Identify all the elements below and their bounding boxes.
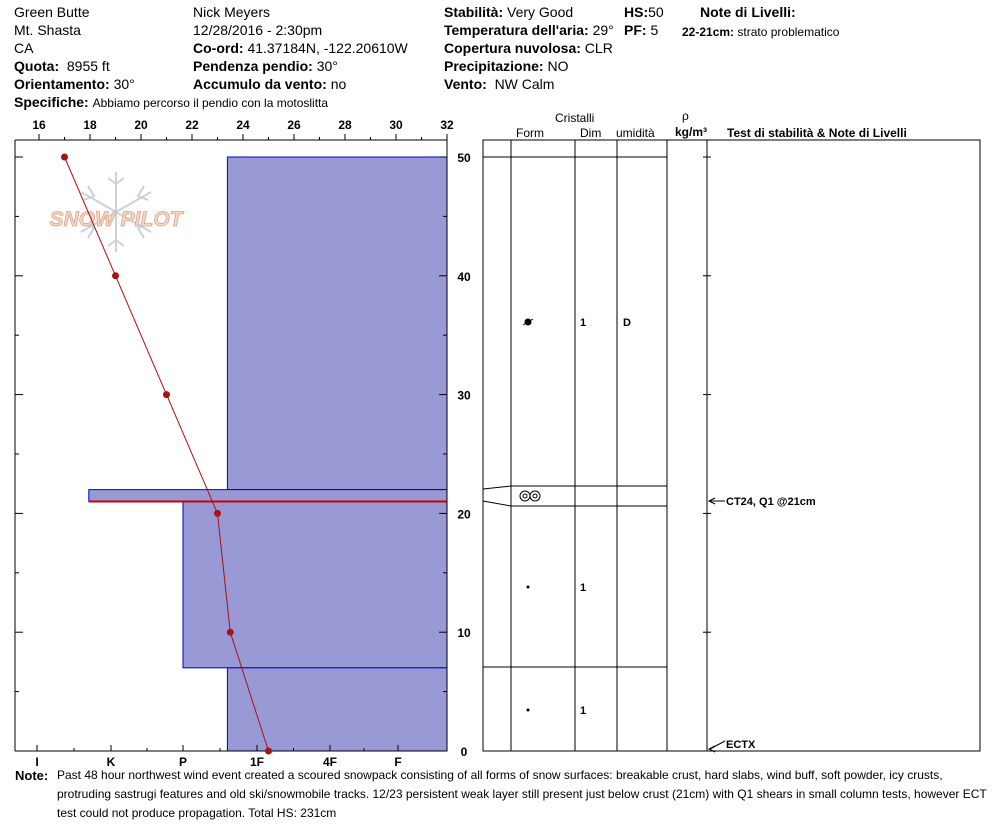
dot-icon [527,709,530,712]
hardness-layers [89,157,447,751]
tests-header: Test di stabilità & Note di Livelli [727,126,907,140]
stability: Stabilità: Very Good [444,4,574,20]
hardness-tick-label: 1F [249,755,265,769]
wind: Vento: NW Calm [444,76,555,92]
temperature-point [214,510,221,517]
layer-size: 1 [579,582,587,594]
height-tick-label: 10 [457,626,471,641]
hardness-layer-3 [227,668,447,751]
state: CA [14,40,34,56]
wind-loading: Accumulo da vento: no [193,76,347,92]
hardness-layer-1 [89,490,447,502]
temp-tick-label: 22 [185,118,199,132]
melt-form-icon [520,491,530,501]
height-tick-label: 30 [457,388,471,403]
stability-test-label: CT24, Q1 @21cm [726,496,816,508]
coords: Co-ord: 41.37184N, -122.20610W [193,40,408,56]
notes-text: Past 48 hour northwest wind event created a scoured snowpack consisting of all forms of snow surfaces: breakable crust, hard slabs, wind buff, soft powder, icy crusts, protruding sastrugi features and old ski/snowmobile tracks. 12/23 persistent weak layer still present just below crust (21cm) with Q1 shears in small column tests, however ECT test could not produce propagation. Total HS: 231cm [57,768,987,820]
temp-tick-label: 24 [236,118,250,132]
air-temp: Temperatura dell'aria: 29° [444,22,614,38]
range: Mt. Shasta [14,22,81,38]
hardness-tick-label: P [178,755,188,769]
size-header: Dim [580,126,602,140]
layer-moisture: D [623,317,631,329]
temp-tick-label: 16 [32,118,46,132]
stability-test-label: ECTX [726,739,756,751]
height-tick-label: 0 [460,745,468,759]
specifics: Specifiche: Abbiamo percorso il pendio con la motoslitta [14,94,329,110]
observer: Nick Meyers [193,4,271,20]
stratigraphy-table [483,140,980,752]
hardness-tick-label: I [35,755,39,769]
location: Green Butte [14,4,90,20]
logo-text: SNOW PILOT [49,208,183,231]
temperature-point [163,391,170,398]
aspect: Orientamento: 30° [14,76,135,92]
height-tick-label: 50 [457,151,471,165]
hardness-tick-label: 4F [322,755,338,769]
melt-form-icon-inner [523,494,527,498]
hardness-tick-label: F [394,755,402,769]
temp-tick-label: 26 [287,118,301,132]
moisture-header: umidità [616,126,655,140]
dot-icon [527,586,530,589]
datetime: 12/28/2016 - 2:30pm [193,22,323,38]
cloud-cover: Copertura nuvolosa: CLR [444,40,613,56]
layer-size: 1 [579,317,587,329]
table-frame [483,140,980,751]
crystals-header: Cristalli [555,111,595,125]
layer-notes-title: Note di Livelli: [700,4,796,20]
melt-form-icon-inner [533,494,537,498]
slope: Pendenza pendio: 30° [193,58,338,74]
height-tick-label: 40 [457,269,471,284]
temp-tick-label: 20 [134,118,148,132]
rho-header: ρ [682,109,689,123]
temperature-point [265,748,272,755]
notes-label: Note: [15,768,49,783]
height-tick-label: 20 [457,507,471,522]
temp-tick-label: 28 [338,118,352,132]
temperature-point [61,154,68,161]
hs: HS:50 [624,4,664,20]
layer-boundary-connector [483,486,511,489]
temp-tick-label: 18 [83,118,97,132]
density-header: kg/m³ [675,125,708,139]
temp-tick-label: 30 [389,118,403,132]
hardness-layer-0 [227,157,447,490]
temperature-point [112,272,119,279]
precipitation: Precipitazione: NO [444,58,569,74]
layer-note: 22-21cm: strato problematico [682,25,840,39]
pf: PF: 5 [624,22,659,38]
layer-boundary-connector [483,501,511,506]
hardness-layer-2 [183,502,447,668]
temp-tick-label: 32 [440,118,454,132]
hardness-tick-label: K [106,755,116,769]
layer-size: 1 [579,705,587,717]
temperature-point [227,629,234,636]
elevation: Quota: 8955 ft [14,58,110,74]
melt-form-icon [530,491,540,501]
form-header: Form [516,126,544,140]
